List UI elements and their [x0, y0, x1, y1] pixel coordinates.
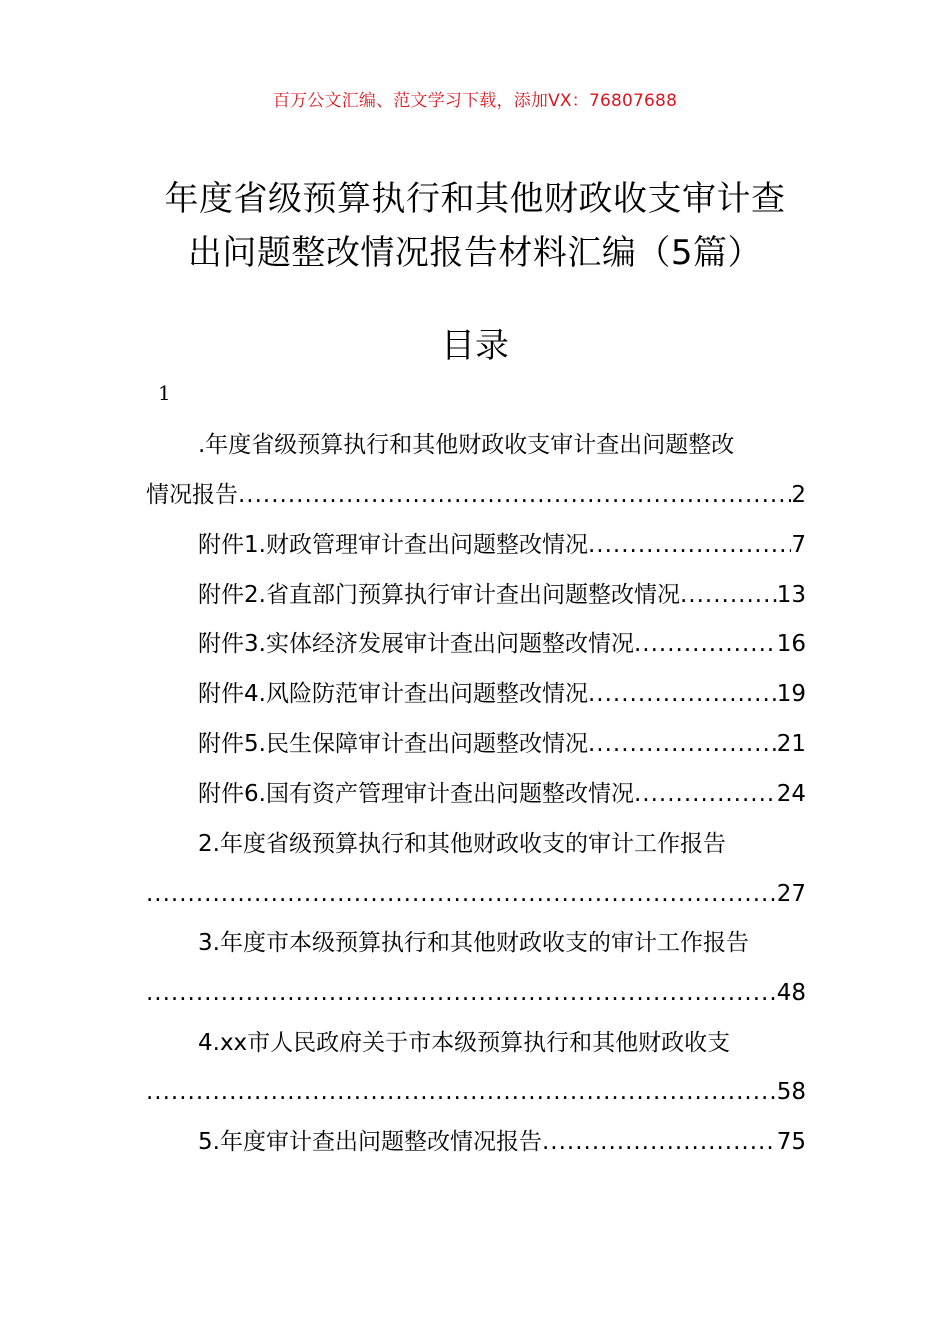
toc-leader-dots	[146, 1075, 777, 1109]
toc-page-number: 19	[776, 681, 806, 707]
toc-page-number: 27	[776, 881, 806, 907]
toc-page-number: 58	[776, 1079, 806, 1105]
toc-leader-dots	[542, 1125, 777, 1159]
toc-leader-dots	[634, 777, 777, 811]
toc-entry-4-line1[interactable]	[198, 1026, 806, 1060]
toc-page-number: 24	[776, 781, 806, 807]
toc-entry-attachment-6[interactable]	[198, 777, 806, 811]
toc-leader-dots	[588, 677, 777, 711]
toc-marker: 1	[158, 381, 171, 405]
toc-heading: 目录	[441, 326, 509, 366]
title-line-2: 出问题整改情况报告材料汇编（5篇）	[187, 233, 763, 273]
toc-leader-dots	[146, 877, 777, 911]
toc-entry-text: 附件5.民生保障审计查出问题整改情况	[198, 731, 588, 757]
toc-entry-attachment-5[interactable]	[198, 727, 806, 761]
toc-leader-dots	[634, 627, 777, 661]
toc-entry-1-line1[interactable]	[198, 428, 806, 462]
toc-entry-2-line2[interactable]	[146, 877, 806, 911]
toc-leader-dots	[588, 727, 777, 761]
toc-entry-text: .年度省级预算执行和其他财政收支审计查出问题整改	[198, 432, 735, 458]
toc-page-number: 16	[776, 631, 806, 657]
toc-entry-text: 5.年度审计查出问题整改情况报告	[198, 1129, 542, 1155]
toc-leader-dots	[588, 528, 791, 562]
toc-page-number: 21	[776, 731, 806, 757]
toc-entry-attachment-1[interactable]	[198, 528, 806, 562]
toc-entry-text: 附件2.省直部门预算执行审计查出问题整改情况	[198, 582, 680, 608]
toc-page-number: 2	[791, 482, 806, 508]
toc-page-number: 13	[776, 582, 806, 608]
toc-entry-4-line2[interactable]	[146, 1075, 806, 1109]
toc-entry-attachment-3[interactable]	[198, 627, 806, 661]
toc-entry-text: 4.xx市人民政府关于市本级预算执行和其他财政收支	[198, 1030, 731, 1056]
toc-entry-text: 附件6.国有资产管理审计查出问题整改情况	[198, 781, 634, 807]
toc-entry-1-line2[interactable]	[146, 478, 806, 512]
toc-entry-text: 2.年度省级预算执行和其他财政收支的审计工作报告	[198, 831, 726, 857]
toc-entry-text: 附件3.实体经济发展审计查出问题整改情况	[198, 631, 634, 657]
toc-entry-attachment-2[interactable]	[198, 578, 806, 612]
toc-entry-5[interactable]	[198, 1125, 806, 1159]
toc-page-number: 75	[776, 1129, 806, 1155]
toc-entry-text: 附件4.风险防范审计查出问题整改情况	[198, 681, 588, 707]
toc-entry-text: 情况报告	[146, 482, 238, 508]
toc-leader-dots	[680, 578, 777, 612]
toc-entry-text: 3.年度市本级预算执行和其他财政收支的审计工作报告	[198, 930, 749, 956]
header-notice: 百万公文汇编、范文学习下载，添加VX：76807688	[272, 91, 678, 111]
toc-entry-2-line1[interactable]	[198, 827, 806, 861]
toc-leader-dots	[146, 976, 777, 1010]
toc-leader-dots	[238, 478, 791, 512]
toc-entry-attachment-4[interactable]	[198, 677, 806, 711]
toc-page-number: 7	[791, 532, 806, 558]
toc-entry-3-line1[interactable]	[198, 926, 806, 960]
toc-page-number: 48	[776, 980, 806, 1006]
toc-entry-3-line2[interactable]	[146, 976, 806, 1010]
toc-entry-text: 附件1.财政管理审计查出问题整改情况	[198, 532, 588, 558]
title-line-1: 年度省级预算执行和其他财政收支审计查	[164, 179, 786, 219]
